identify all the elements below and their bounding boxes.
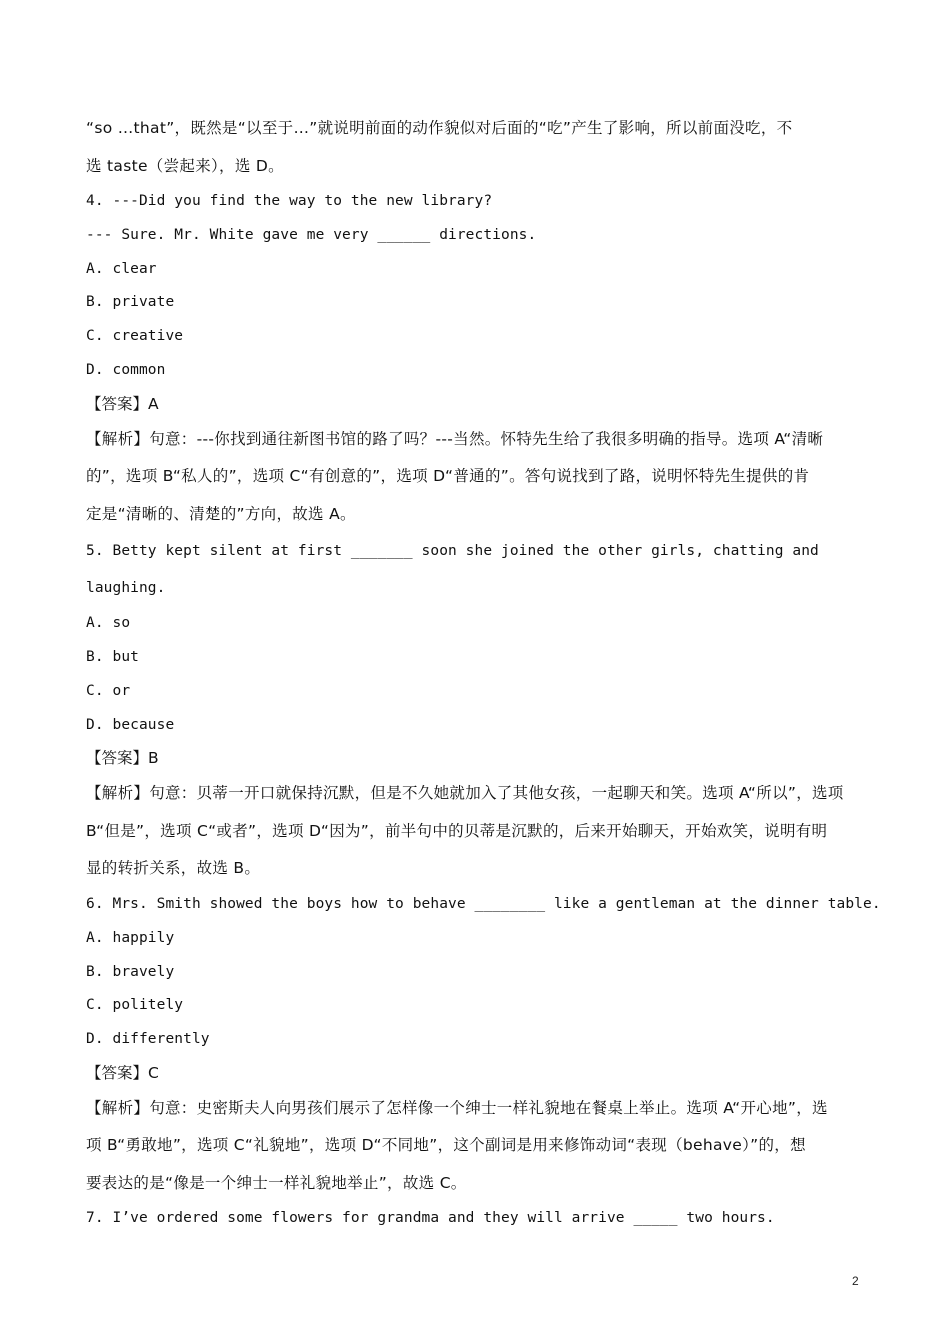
question-5-explanation-line-2: B“但是”，选项 C“或者”，选项 D“因为”，前半句中的贝蒂是沉默的，后来开始聊天，开始欢笑，说明有明: [86, 821, 828, 840]
question-6-explanation-line-3: 要表达的是“像是一个绅士一样礼貌地举止”，故选 C。: [86, 1173, 467, 1192]
question-5-option-d: D. because: [86, 716, 175, 733]
question-6-answer: 【答案】C: [86, 1063, 159, 1082]
question-4-option-a: A. clear: [86, 260, 157, 277]
question-6-option-c: C. politely: [86, 997, 184, 1014]
question-4-explanation-line-2: 的”，选项 B“私人的”，选项 C“有创意的”，选项 D“普通的”。答句说找到了路，说明怀特先生提供的肯: [86, 467, 810, 486]
question-5-explanation-line-1: 【解析】句意：贝蒂一开口就保持沉默，但是不久她就加入了其他女孩，一起聊天和笑。选项 A“所以”，选项: [86, 784, 844, 803]
question-6-option-b: B. bravely: [86, 963, 175, 980]
question-6-option-d: D. differently: [86, 1031, 210, 1048]
question-7-line-1: 7. I’ve ordered some flowers for grandma and they will arrive _____ two hours.: [86, 1210, 775, 1227]
question-5-line-2: laughing.: [86, 580, 166, 597]
question-5-line-1: 5. Betty kept silent at first _______ soon she joined the other girls, chatting and: [86, 543, 819, 560]
question-5-option-c: C. or: [86, 682, 131, 699]
question-5-option-b: B. but: [86, 649, 139, 666]
question-6-line-1: 6. Mrs. Smith showed the boys how to behave ________ like a gentleman at the dinner table.: [86, 895, 881, 912]
question-6-option-a: A. happily: [86, 929, 175, 946]
question-6-explanation-line-2: 项 B“勇敢地”，选项 C“礼貌地”，选项 D“不同地”，这个副词是用来修饰动词“表现（behave）”的，想: [86, 1136, 806, 1155]
question-5-option-a: A. so: [86, 615, 131, 632]
question-4-line-1: 4. ---Did you find the way to the new library?: [86, 193, 493, 209]
question-6-explanation-line-1: 【解析】句意：史密斯夫人向男孩们展示了怎样像一个绅士一样礼貌地在餐桌上举止。选项 A“开心地”，选: [86, 1098, 828, 1117]
question-4-option-d: D. common: [86, 361, 166, 378]
question-4-explanation-line-3: 定是“清晰的、清楚的”方向，故选 A。: [86, 504, 356, 523]
question-5-answer: 【答案】B: [86, 749, 159, 768]
question-4-answer: 【答案】A: [86, 394, 159, 413]
page-content: [86, 110, 881, 1236]
question-5-explanation-line-3: 显的转折关系，故选 B。: [86, 859, 261, 878]
explanation-continuation-line-1: “so …that”，既然是“以至于…”就说明前面的动作貌似对后面的“吃”产生了影响，所以前面没吃，不: [86, 119, 793, 137]
question-4-line-2: --- Sure. Mr. White gave me very ______ directions.: [86, 226, 537, 243]
page-number: 2: [852, 1274, 859, 1288]
explanation-continuation-line-2: 选 taste（尝起来），选 D。: [86, 156, 284, 175]
question-4-explanation-line-1: 【解析】句意：---你找到通往新图书馆的路了吗？---当然。怀特先生给了我很多明确的指导。选项 A“清晰: [86, 429, 824, 448]
question-4-option-b: B. private: [86, 294, 175, 311]
question-4-option-c: C. creative: [86, 328, 184, 345]
